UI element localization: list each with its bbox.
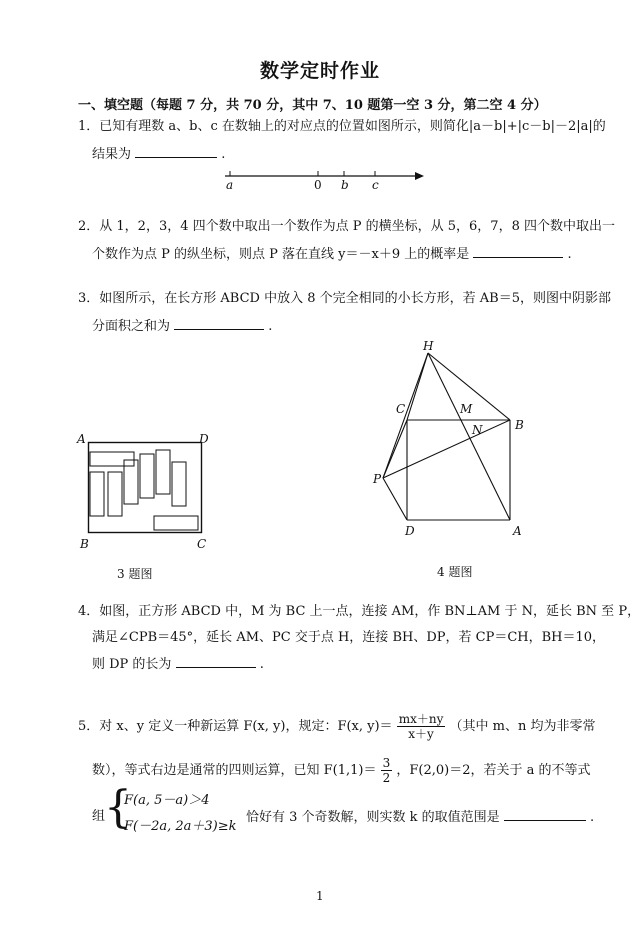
q5-brace: { [104, 782, 132, 833]
fig4-label-a: A [513, 524, 522, 538]
section-header: 一、填空题（每题 7 分，共 70 分，其中 7、10 题第一空 3 分，第二空 4 分） [78, 98, 547, 113]
q5-line3 [246, 808, 594, 827]
fig3-label-b: B [80, 537, 89, 551]
q4-period: . [259, 657, 264, 672]
fig4-label-m: M [460, 402, 473, 416]
q5-text-e: 恰好有 3 个奇数解，则实数 k 的取值范围是 [246, 810, 500, 825]
q5-inequality-1: F(a, 5－a)＞4 [124, 793, 210, 808]
q5-frac-numerator: mx＋ny [398, 712, 444, 726]
q4-line3 [92, 655, 264, 674]
q4-line2: 满足∠CPB＝45°，延长 AM、PC 交于点 H，连接 BH、DP，若 CP＝CH，BH＝10， [92, 630, 606, 645]
q5-line2 [92, 756, 591, 785]
page-title: 数学定时作业 [259, 60, 380, 82]
q5-text-b: （其中 m、n 均为非零常 [449, 719, 596, 734]
q5-inequality-2: F(－2a, 2a＋3)≥k [124, 819, 237, 834]
axis-label-a: a [226, 178, 234, 192]
q5-line1 [78, 712, 595, 741]
fig4-label-p: P [373, 472, 382, 486]
q5-answer-blank [504, 808, 586, 821]
q1-line1: 1．已知有理数 a、b、c 在数轴上的对应点的位置如图所示，则简化|a－b|+|c－b|－2|a|的 [78, 119, 606, 134]
fig3-caption: 3 题图 [117, 567, 153, 581]
q5-value-denominator: 2 [382, 771, 391, 785]
axis-label-b: b [341, 178, 349, 192]
fig4-seg-ha [428, 353, 510, 520]
q4-text: 则 DP 的长为 [92, 657, 172, 672]
q3-line1: 3．如图所示，在长方形 ABCD 中放入 8 个完全相同的小长方形，若 AB＝5，则图中阴影部 [78, 291, 611, 306]
q5-frac-denominator: x＋y [408, 727, 434, 741]
fig3-label-d: D [199, 432, 209, 446]
q5-group-word: 组 [92, 809, 106, 824]
q5-value-numerator: 3 [382, 756, 391, 770]
fig4-label-n: N [472, 423, 483, 437]
q5-fraction [397, 712, 446, 741]
q5-text-c: 数），等式右边是通常的四则运算，已知 F(1,1)＝ [92, 763, 377, 778]
fig4-label-b: B [515, 418, 524, 432]
q1-period: . [221, 147, 226, 162]
fig4-label-h: H [423, 339, 434, 353]
fig3-label-a: A [77, 432, 86, 446]
fig3-label-c: C [197, 537, 207, 551]
fig4-seg-pb [383, 420, 510, 478]
fig4-seg-pd [383, 478, 407, 520]
q5-period: . [589, 810, 595, 825]
page-number: 1 [316, 889, 324, 903]
fig4-label-c: C [396, 402, 406, 416]
q3-text: 分面积之和为 [92, 319, 171, 334]
q2-line1: 2．从 1，2，3，4 四个数中取出一个数作为点 P 的横坐标，从 5，6，7，8 四个数中取出一 [78, 219, 615, 234]
q2-period: . [567, 247, 572, 262]
fig4-caption: 4 题图 [437, 565, 473, 579]
fig4-label-d: D [405, 524, 415, 538]
axis-label-c: c [372, 178, 379, 192]
q1-result-label: 结果为 [92, 147, 132, 162]
q2-text: 个数作为点 P 的纵坐标，则点 P 落在直线 y＝－x＋9 上的概率是 [92, 247, 470, 262]
q5-text-d: ，F(2,0)＝2，若关于 a 的不等式 [396, 763, 591, 778]
q4-line1: 4．如图，正方形 ABCD 中，M 为 BC 上一点，连接 AM，作 BN⊥AM 于 N，延长 BN 至 P， [78, 604, 640, 619]
q3-period: . [268, 319, 273, 334]
q4-answer-blank [176, 655, 256, 668]
fig4-seg-hp [383, 353, 428, 478]
q5-fraction-value [381, 756, 393, 785]
axis-label-0: 0 [314, 178, 322, 192]
q5-text-a: 5．对 x、y 定义一种新运算 F(x, y)，规定：F(x, y)＝ [78, 719, 393, 734]
